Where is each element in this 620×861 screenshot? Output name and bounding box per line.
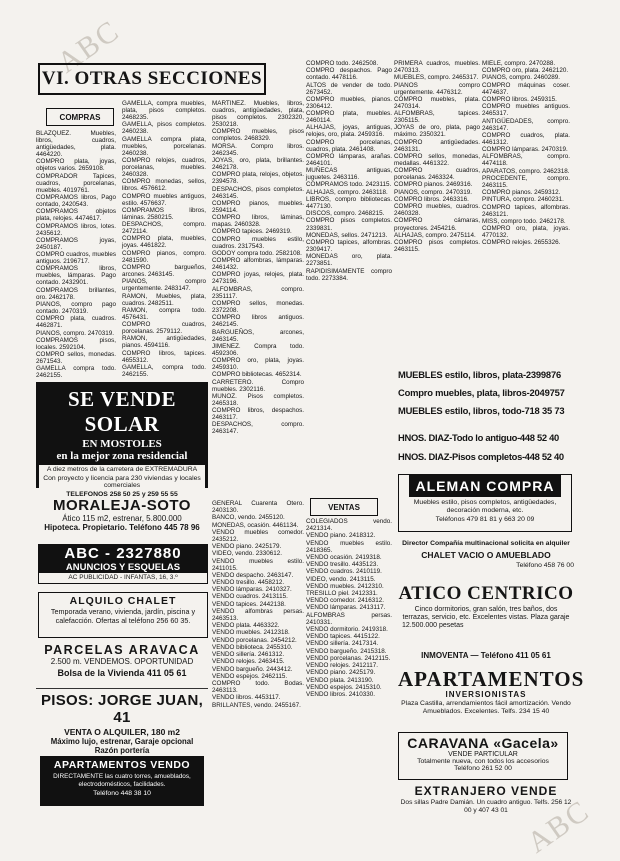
abc-sub: ANUNCIOS Y ESQUELAS <box>39 562 207 573</box>
list-item: VENDO sillería. 2461312. <box>212 651 285 659</box>
section-title: VI. OTRAS SECCIONES <box>41 68 263 89</box>
compras-header: COMPRAS <box>59 112 101 122</box>
list-item: VENDO alfombras persas. 2463513. <box>212 607 304 622</box>
abc-small: AC PUBLICIDAD - INFANTAS, 16, 3.º <box>68 574 178 581</box>
list-item: COMPRO muebles, pianos. 2306412. <box>306 95 392 110</box>
list-item: BARGUEÑOS, arcones, 2463145. <box>212 328 304 343</box>
list-item: VENDO piano. 2425179. <box>212 543 282 551</box>
compras-column-6 <box>482 60 570 355</box>
list-item: GAMELLA, compra muebles, plata, pisos completos. 2468235. <box>122 100 206 122</box>
list-item: COMPRO oro, plata, joyas. 2459310. <box>212 357 304 372</box>
list-item: COMPRO pisos completos. 2463115. <box>394 238 480 254</box>
list-item: APARATOS, compro. 2462318. <box>482 167 570 175</box>
apart-phone: Teléfono 448 38 10 <box>93 790 151 797</box>
list-item: PIANOS, compro pago contado. 2470319. <box>36 301 116 316</box>
ventas-header: VENTAS <box>328 502 360 512</box>
list-item: ALFOMBRAS, tapices. 2305115. <box>394 110 480 125</box>
list-item: VENDO bargueño. 2443412. <box>212 665 293 673</box>
list-item: VENDO plata. 4463322. <box>212 622 280 630</box>
compras-header-box <box>46 108 114 126</box>
apartamentos-inversionistas-ad <box>398 667 585 722</box>
list-item: COMPRO máquinas coser. 4474637. <box>482 81 570 96</box>
list-item: MONEDAS, sellos. 2471213. <box>306 231 388 239</box>
compras-column-3 <box>212 100 304 495</box>
list-item: COMPRO sellos, monedas. 2671543. <box>36 351 116 366</box>
list-item: JIMENEZ. Compra todo. 4592306. <box>212 342 304 357</box>
list-item: COMPRAMOS libros, Pago contado, 2420543. <box>36 193 116 209</box>
list-item: COMPRO muebles estilo, cuadros. 2317543. <box>212 235 304 250</box>
list-item: COMPRO tapices, alfombras. 2463121. <box>482 203 570 218</box>
list-item: DESPACHOS, compro. 2472114. <box>122 221 206 236</box>
inmoventa-text: INMOVENTA — Teléfono 411 05 61 <box>421 651 551 660</box>
pisos-sub: VENTA O ALQUILER, 180 m2 <box>64 727 180 737</box>
list-item: COMPRO pianos. 2469316. <box>394 181 473 189</box>
list-item: VENDO relojes. 2463415. <box>212 658 285 666</box>
list-item: COMPRO muebles antiguos. 2465317. <box>482 103 570 118</box>
caravana-title: CARAVANA «Gacela» <box>407 735 559 751</box>
list-item: VENDO tresillo. 4458212. <box>212 579 285 587</box>
list-item: COMPRAMOS joyas, 2450187. <box>36 236 116 251</box>
list-item: COMPRO pianos, compro. 2481590. <box>122 249 206 264</box>
list-item: COMPRO muebles, cuadros. 2460328. <box>394 203 480 218</box>
solar-sub1: EN MOSTOLES <box>82 438 162 450</box>
list-item: PIANOS, compro. 2470319. <box>394 188 473 196</box>
list-item: VENDO libros. 4453117. <box>212 694 281 702</box>
list-item: ALTOS de vender de todo. 2673452. <box>306 81 392 96</box>
chalet2-phone: Teléfono 458 76 00 <box>516 562 574 569</box>
list-item: COMPRO sellos, monedas, medallas. 4461322. <box>394 152 480 167</box>
list-item: GAMELLA compra plata, muebles, porcelanas. 2460238. <box>122 135 206 157</box>
list-item: COMPRO joyas, relojes, plata. 2473196. <box>212 271 304 286</box>
list-item: VENDO bargueño. 2415318. <box>306 647 387 655</box>
hnos-line-2: HNOS. DIAZ-Pisos completos-448 52 40 <box>398 451 564 462</box>
list-item: COMPRO alfombras, lámparas. 2461432. <box>212 257 304 272</box>
list-item: COMPRO libros antiguos. 2462145. <box>212 314 304 329</box>
list-item: PIANOS, compro. 2460289. <box>482 74 561 82</box>
apart-body: DIRECTAMENTE las cuatro torres, amueblados, electrodomésticos, facilidades. <box>53 773 191 788</box>
aleman-ad <box>398 474 572 532</box>
list-item: VENDO despacho. 2463147. <box>212 571 294 579</box>
list-item: VIDEO, vendo. 2330612. <box>212 550 283 558</box>
list-item: COMPRO tapices. 2469319. <box>212 228 292 236</box>
list-item: MISS, compro todo. 2462178. <box>482 217 566 225</box>
list-item: VENDO porcelanas. 2412115. <box>306 654 391 662</box>
extranjero-ad <box>398 784 574 816</box>
list-item: MONEDAS, ocasión. 4461134. <box>212 521 299 529</box>
caravana-phone: Teléfono 261 52 00 <box>454 765 512 772</box>
list-item: COMPRO relojes. 2655326. <box>482 239 561 247</box>
moraleja-body: Ático 115 m2, estrenar, 5.800.000 <box>62 514 182 523</box>
hnos-diaz-ads <box>398 428 574 468</box>
list-item: DESPACHOS, pisos completos. 2463145. <box>212 185 304 200</box>
extranjero-body: Dos sillas Padre Damián. Un cuadro antiguo. Telfs. 256 12 00 y 407 43 01 <box>400 799 572 814</box>
aleman-phone: Teléfonos 479 81 81 y 663 20 09 <box>435 516 535 523</box>
list-item: MUÑECAS antiguas, juguetes. 2463116. <box>306 167 392 182</box>
apartamentos-sub: INVERSIONISTAS <box>445 690 527 699</box>
list-item: COMPRO plata, muebles, joyas. 4461822. <box>122 235 206 250</box>
apartamentos-body: Plaza Castilla, arrendamientos fácil amortización. Vendo Amueblados. Excelentes. Telfs. 234 15 40 <box>401 700 571 715</box>
list-item: ALFOMBRAS, compro. 4474118. <box>482 153 570 168</box>
list-item: COMPRO monedas, sellos, libros. 4576612. <box>122 178 206 193</box>
list-item: COMPRAMOS libros, muebles, lámparas. Pago contado. 2432901. <box>36 265 116 287</box>
list-item: COMPRAMOS todo. 2423115. <box>306 181 392 189</box>
list-item: COMPRO despachos. Pago contado. 4478116. <box>306 67 392 82</box>
list-item: PIANOS, compro urgentemente. 2483147. <box>122 278 206 293</box>
compras-column-5 <box>394 60 480 355</box>
apartamentos-title: APARTAMENTOS <box>398 667 585 691</box>
list-item: VENDO cuadros. 2410119. <box>306 568 382 576</box>
aleman-title: ALEMAN COMPRA <box>409 475 561 497</box>
list-item: ALHAJAS, compro. 2475114. <box>394 231 476 239</box>
list-item: GAMELLA, compra todo. 2462155. <box>122 363 206 378</box>
list-item: RAMON, Muebles, plata, cuadros. 2482511. <box>122 292 206 307</box>
list-item: COMPRAMOS libros, lotes. 2435612. <box>36 222 116 237</box>
list-item: COMPRO cuadros, porcelanas. 2579112. <box>122 321 206 336</box>
list-item: COMPRO plata, relojes, objetos. 2394578. <box>212 171 304 186</box>
list-item: COMPRO oro, plata, joyas. 4770132. <box>482 225 570 240</box>
inmoventa-line <box>398 651 574 663</box>
list-item: PROCEDENTE, compro. 2463115. <box>482 174 570 189</box>
aravaca-ad <box>36 643 208 683</box>
list-item: COMPRO tapices, alfombras. 2309417. <box>306 238 392 254</box>
list-item: MONEDAS oro, plata. 2273851. <box>306 253 392 268</box>
list-item: VENDO piano. 2418312. <box>306 532 376 540</box>
list-item: ALFOMBRAS persas. 2410331. <box>306 611 392 626</box>
section-title-box <box>38 63 266 95</box>
solar-sub2: en la mejor zona residencial <box>56 450 188 462</box>
list-item: MIELE, compro. 2470288. <box>482 60 556 67</box>
list-item: VIDEO, vendo. 2413115. <box>306 575 376 583</box>
caravana-body: Totalmente nueva, con todos los accesorios <box>417 758 549 765</box>
list-item: GAMELLA, pisos completos. 2460238. <box>122 121 206 136</box>
ventas-header-box <box>310 498 378 516</box>
list-item: RAPIDISIMAMENTE compro todo. 2273384. <box>306 267 392 282</box>
solar-body2: Con proyecto y licencia para 230 viviendas y locales comerciales <box>39 474 205 490</box>
pisos-body: Máximo lujo, estrenar, Garaje opcional <box>50 737 194 746</box>
list-item: COMPRO plata, muebles. 2460114. <box>306 110 392 125</box>
list-item: BLAZQUEZ. Muebles, libros, cuadros, antigüedades, plata. 4464220. <box>36 130 116 159</box>
list-item: COMPRO muebles antiguos, estilo. 4576637. <box>122 192 206 207</box>
list-item: COMPRO pisos completos. 2339831. <box>306 217 392 232</box>
list-item: COMPRAMOS pisos, locales. 2592104. <box>36 336 116 351</box>
list-item: VENDO sillería. 2417314. <box>306 640 379 648</box>
solar-phone: TELEFONOS 258 50 25 y 259 55 55 <box>39 490 205 499</box>
list-item: VENDO tresillo. 4435123. <box>306 561 379 569</box>
list-item: COMPRO oro, plata. 2462120. <box>482 67 569 75</box>
apartamentos-vendo-ad <box>40 756 204 806</box>
compras-column-4 <box>306 60 392 492</box>
list-item: COMPRO cámaras, proyectores. 2454216. <box>394 217 480 232</box>
list-item: COMPRO porcelanas, cuadros, plata. 2461408. <box>306 138 392 153</box>
muebles-line-1: MUEBLES estilo, libros, plata-2399876 <box>398 369 561 380</box>
atico-body: Cinco dormitorios, gran salón, tres baños, dos terrazas, servicio, etc. Excelentes vistas. Plaza garaje <box>402 606 570 622</box>
list-item: VENDO piano. 2425179. <box>306 669 376 677</box>
moraleja-ad <box>36 497 208 539</box>
list-item: CARRETERO. Compro muebles. 2302116. <box>212 378 304 393</box>
list-item: GAMELLA compra todo. 2462155. <box>36 365 116 380</box>
solar-title: SE VENDE SOLAR <box>67 387 177 436</box>
atico-ad <box>398 583 574 649</box>
list-item: COMPRO bargueños, arcones. 2463145. <box>122 263 206 278</box>
list-item: RAMON, compra todo. 4576431. <box>122 306 206 321</box>
divider <box>36 688 208 689</box>
list-item: COMPRO antigüedades. 2463131. <box>394 138 480 153</box>
list-item: GODOY compra todo. 2582108. <box>212 249 302 257</box>
caravana-sub: VENDE PARTICULAR <box>448 751 518 758</box>
muebles-line-3: MUEBLES estilo, libros, todo-718 35 73 <box>398 405 565 416</box>
list-item: COMPRO libros. 2459315. <box>482 95 557 103</box>
list-item: ALHAJAS, compro. 2463118. <box>306 188 388 196</box>
list-item: VENDO espejos. 2415310. <box>306 683 382 691</box>
list-item: BANCO, vendo. 2455120. <box>212 514 285 522</box>
list-item: COMPRO libros, tapices. 4655312. <box>122 349 206 364</box>
list-item: VENDO biblioteca. 2455310. <box>212 643 293 651</box>
list-item: COMPRO todo. Bodas. 2463113. <box>212 680 304 695</box>
list-item: COMPRADOR Tapices, cuadros, porcelanas, muebles. 4019761. <box>36 172 116 194</box>
list-item: VENDO relojes. 2412117. <box>306 662 378 670</box>
list-item: VENDO libros. 2410330. <box>306 691 375 699</box>
list-item: MORSA. Compro libros. 2462345. <box>212 142 304 157</box>
list-item: COMPRO muebles, plata. 2470314. <box>394 95 480 110</box>
list-item: COMPRO cuadros, plata. 4461312. <box>482 131 570 146</box>
list-item: COMPRO lámparas, arañas. 2464101. <box>306 152 392 167</box>
watermark-top: ABC <box>51 13 126 80</box>
caravana-ad <box>398 732 568 780</box>
list-item: ANTIGÜEDADES, compro. 2463147. <box>482 117 570 132</box>
list-item: VENDO espejos. 2462115. <box>212 672 288 680</box>
list-item: COMPRO pianos, muebles. 2594114. <box>212 199 304 214</box>
ventas-column-1 <box>212 500 304 830</box>
compras-column-1 <box>36 130 116 380</box>
chalet-vacio-ad <box>398 540 574 578</box>
aravaca-title: PARCELAS ARAVACA <box>44 643 200 657</box>
moraleja-phone: Hipoteca. Propietario. Teléfono 445 78 96 <box>44 523 200 532</box>
list-item: GENERAL Cuarenta Otero. 2403130. <box>212 500 304 515</box>
list-item: COMPRAMOS brillantes, oro. 2462178. <box>36 286 116 301</box>
apart-title: APARTAMENTOS VENDO <box>53 759 191 771</box>
atico-title: ATICO CENTRICO <box>398 583 574 604</box>
aleman-body: Muebles estilo, pisos completos, antigüedades, decoración moderna, etc. <box>413 499 557 514</box>
list-item: MUNOZ. Pisos completos. 2465318. <box>212 392 304 407</box>
list-item: BRILLANTES, vendo. 2455167. <box>212 701 301 709</box>
list-item: VENDO comedor. 2416312. <box>306 597 385 605</box>
chalet-body: Temporada verano, vivienda, jardín, piscina y calefacción. Ofertas al teléfono 256 60 35. <box>50 607 196 625</box>
list-item: COMPRO libros. 2463316. <box>394 195 469 203</box>
list-item: VENDO muebles. 2412310. <box>306 582 384 590</box>
list-item: VENDO ocasión. 2419318. <box>306 553 382 561</box>
pisos-body2: Razón portería <box>94 746 150 755</box>
list-item: COMPRAMOS libros, láminas. 2580215. <box>122 206 206 221</box>
solar-ad <box>36 382 208 498</box>
list-item: VENDO lámparas. 2413117. <box>306 604 386 612</box>
extranjero-title: EXTRANJERO VENDE <box>414 784 558 798</box>
list-item: PIANOS compro urgentemente. 4476312. <box>394 81 480 96</box>
list-item: COMPRO plata, joyas, objetos varios. 2659108. <box>36 158 116 173</box>
abc-phone: ABC - 2327880 <box>39 545 207 562</box>
list-item: VENDO cuadros. 2413115. <box>212 593 288 601</box>
chalet2-title: CHALET VACIO O AMUEBLADO <box>421 550 551 560</box>
list-item: ALFOMBRAS, compro. 2351117. <box>212 285 304 300</box>
list-item: VENDO muebles estilo. 2411015. <box>212 557 304 572</box>
hnos-line-1: HNOS. DIAZ-Todo lo antiguo-448 52 40 <box>398 432 559 443</box>
pisos-ad <box>36 692 208 755</box>
compras-column-2 <box>122 100 206 378</box>
abc-ad <box>38 544 208 584</box>
watermark-bottom: ABC <box>521 793 596 860</box>
list-item: PRIMERA cuadros, muebles. 2470313. <box>394 60 480 75</box>
list-item: PIANOS, compro. 2470319. <box>36 329 115 337</box>
list-item: VENDO muebles comedor. 2435212. <box>212 528 304 543</box>
list-item: RAMON, antigüedades, pianos. 4594116. <box>122 335 206 350</box>
ventas-column-2 <box>306 518 392 830</box>
atico-price: 12.500.000 pesetas <box>402 622 464 630</box>
list-item: COMPRO muebles, pisos completos. 2468329. <box>212 128 304 143</box>
list-item: VENDO porcelanas. 2454212. <box>212 636 297 644</box>
list-item: COMPRAMOS objetos plata, relojes. 4474617. <box>36 208 116 223</box>
list-item: VENDO muebles estilo. 2418365. <box>306 539 392 554</box>
list-item: COMPRO relojes, cuadros, porcelanas, muebles. 2460328. <box>122 156 206 179</box>
list-item: COMPRO libros, láminas, mapas. 2460328. <box>212 214 304 229</box>
list-item: MUEBLES, compro. 2465317. <box>394 74 479 82</box>
list-item: DESPACHOS, compro. 2463147. <box>212 421 304 436</box>
list-item: JOYAS, oro, plata, brillantes. 2462178. <box>212 156 304 171</box>
muebles-ads <box>398 366 574 422</box>
list-item: JOYAS de oro, plata, pago máximo. 2350321. <box>394 124 480 139</box>
aravaca-body: 2.500 m. VENDEMOS. OPORTUNIDAD <box>50 657 194 666</box>
list-item: VENDO muebles. 2412318. <box>212 629 290 637</box>
list-item: DISCOS, compro. 2468215. <box>306 210 385 218</box>
moraleja-title: MORALEJA-SOTO <box>53 497 191 514</box>
list-item: COMPRO cuadros, porcelanas. 2463324. <box>394 167 480 182</box>
chalet-title: ALQUILO CHALET <box>69 595 177 607</box>
pisos-title: PISOS: JORGE JUAN, 41 <box>40 692 204 726</box>
list-item: MARTINEZ. Muebles, libros, cuadros, antigüedades, plata, pisos completos. 2302320, 2530218. <box>212 100 304 129</box>
list-item: ALHAJAS, joyas, antiguas, relojes, oro, plata. 2459316. <box>306 124 392 139</box>
aravaca-phone: Bolsa de la Vivienda 411 05 61 <box>57 668 187 678</box>
solar-body: A diez metros de la carretera de EXTREMADURA <box>39 465 205 474</box>
list-item: TRESILLO piel. 2412331. <box>306 589 378 597</box>
list-item: VENDO dormitorio. 2419318. <box>306 625 388 633</box>
list-item: LIBROS, compro bibliotecas. 4477130. <box>306 195 392 210</box>
muebles-line-2: Compro muebles, plata, libros-2049757 <box>398 387 565 398</box>
list-item: COMPRO lámparas. 2470319. <box>482 146 568 154</box>
list-item: PINTURA, compro. 2460231. <box>482 196 564 204</box>
list-item: VENDO lámparas. 2410327. <box>212 586 292 594</box>
list-item: COMPRO cuadros, muebles antiguos. 2196717. <box>36 251 116 266</box>
director-line: Director Compañía multinacional solicita en alquiler <box>402 540 570 547</box>
list-item: COMPRO sellos, monedas. 2372208. <box>212 299 304 314</box>
list-item: COMPRO bibliotecas. 4652314. <box>212 371 302 379</box>
list-item: COMPRO pianos. 2459312. <box>482 189 561 197</box>
chalet-ad <box>38 592 208 638</box>
list-item: VENDO plata. 2413190. <box>306 676 374 684</box>
list-item: VENDO tapices. 2442138. <box>212 600 286 608</box>
list-item: COLEGIADOS vendo. 2421314. <box>306 518 392 533</box>
list-item: COMPRO todo. 2462508. <box>306 60 379 67</box>
list-item: VENDO tapices. 4415122. <box>306 633 380 641</box>
list-item: COMPRO libros, despachos. 2463117. <box>212 407 304 422</box>
list-item: COMPRO plata, cuadros. 4462871. <box>36 315 116 330</box>
